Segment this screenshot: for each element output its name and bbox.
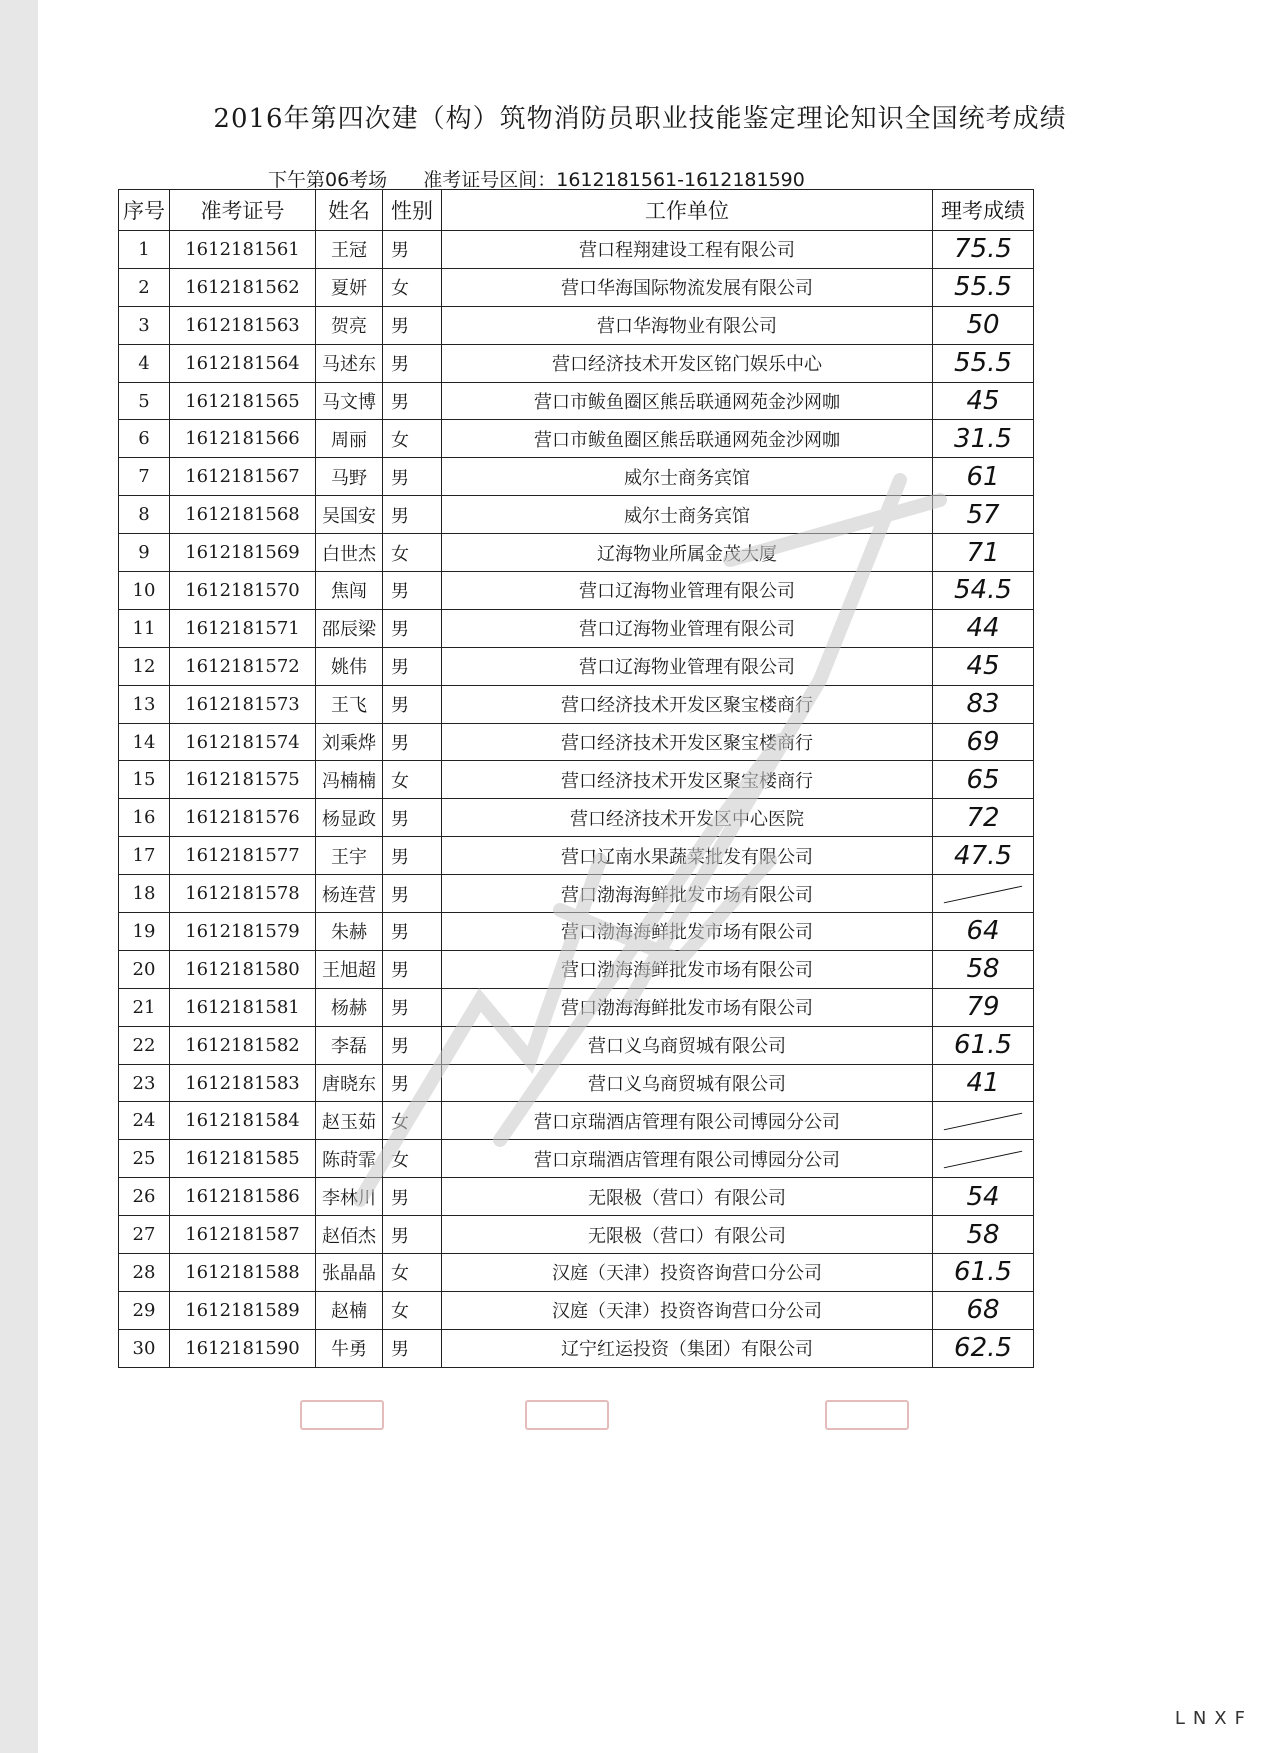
row-exam-id: 1612181565 — [170, 382, 316, 420]
row-name: 赵佰杰 — [316, 1216, 383, 1254]
row-exam-id: 1612181575 — [170, 761, 316, 799]
row-name: 马文博 — [316, 382, 383, 420]
row-name: 邵辰梁 — [316, 609, 383, 647]
row-unit: 汉庭（天津）投资咨询营口分公司 — [442, 1291, 933, 1329]
row-unit: 营口市鲅鱼圈区熊岳联通网苑金沙网咖 — [442, 382, 933, 420]
table-row — [119, 1178, 1034, 1216]
row-score: 68 — [933, 1291, 1034, 1329]
header-no: 序号 — [119, 190, 170, 231]
row-no: 8 — [119, 496, 170, 534]
row-unit: 威尔士商务宾馆 — [442, 496, 933, 534]
table-row — [119, 913, 1034, 951]
row-sex: 男 — [383, 1178, 442, 1216]
table-header-row — [119, 190, 1034, 231]
row-score: 61 — [933, 458, 1034, 496]
row-no: 22 — [119, 1026, 170, 1064]
row-sex: 男 — [383, 344, 442, 382]
row-exam-id: 1612181577 — [170, 837, 316, 875]
row-exam-id: 1612181569 — [170, 534, 316, 572]
table-row — [119, 344, 1034, 382]
row-unit: 营口辽海物业管理有限公司 — [442, 647, 933, 685]
row-sex: 男 — [383, 875, 442, 913]
row-sex: 男 — [383, 1329, 442, 1367]
row-unit: 无限极（营口）有限公司 — [442, 1178, 933, 1216]
row-score: 44 — [933, 609, 1034, 647]
row-name: 杨赫 — [316, 988, 383, 1026]
header-unit: 工作单位 — [442, 190, 933, 231]
row-score: 54 — [933, 1178, 1034, 1216]
row-exam-id: 1612181588 — [170, 1254, 316, 1292]
row-unit: 营口京瑞酒店管理有限公司博园分公司 — [442, 1140, 933, 1178]
row-name: 唐晓东 — [316, 1064, 383, 1102]
row-name: 白世杰 — [316, 534, 383, 572]
row-unit: 营口经济技术开发区聚宝楼商行 — [442, 685, 933, 723]
row-no: 7 — [119, 458, 170, 496]
row-name: 周丽 — [316, 420, 383, 458]
stamp-mark — [300, 1400, 384, 1430]
scan-edge — [0, 0, 38, 1753]
row-name: 夏妍 — [316, 268, 383, 306]
row-no: 20 — [119, 950, 170, 988]
row-no: 18 — [119, 875, 170, 913]
row-sex: 男 — [383, 609, 442, 647]
row-sex: 男 — [383, 913, 442, 951]
row-score: 50 — [933, 306, 1034, 344]
row-score: 47.5 — [933, 837, 1034, 875]
row-name: 杨显政 — [316, 799, 383, 837]
row-exam-id: 1612181581 — [170, 988, 316, 1026]
table-row — [119, 761, 1034, 799]
table-row — [119, 685, 1034, 723]
row-sex: 女 — [383, 420, 442, 458]
row-no: 24 — [119, 1102, 170, 1140]
row-unit: 辽海物业所属金茂大厦 — [442, 534, 933, 572]
row-exam-id: 1612181578 — [170, 875, 316, 913]
row-name: 马述东 — [316, 344, 383, 382]
row-no: 9 — [119, 534, 170, 572]
row-unit: 营口义乌商贸城有限公司 — [442, 1026, 933, 1064]
table-row — [119, 534, 1034, 572]
row-exam-id: 1612181579 — [170, 913, 316, 951]
header-sex: 性别 — [383, 190, 442, 231]
row-exam-id: 1612181582 — [170, 1026, 316, 1064]
row-unit: 威尔士商务宾馆 — [442, 458, 933, 496]
row-sex: 男 — [383, 950, 442, 988]
row-unit: 营口经济技术开发区铭门娱乐中心 — [442, 344, 933, 382]
row-unit: 营口华海物业有限公司 — [442, 306, 933, 344]
row-exam-id: 1612181586 — [170, 1178, 316, 1216]
row-sex: 女 — [383, 1291, 442, 1329]
row-score — [933, 1140, 1034, 1178]
table-row — [119, 1291, 1034, 1329]
row-name: 马野 — [316, 458, 383, 496]
row-sex: 男 — [383, 306, 442, 344]
row-sex: 男 — [383, 572, 442, 610]
row-no: 26 — [119, 1178, 170, 1216]
row-name: 牛勇 — [316, 1329, 383, 1367]
row-score: 62.5 — [933, 1329, 1034, 1367]
table-row — [119, 231, 1034, 269]
row-name: 李林川 — [316, 1178, 383, 1216]
row-name: 王旭超 — [316, 950, 383, 988]
row-score: 65 — [933, 761, 1034, 799]
row-score: 45 — [933, 382, 1034, 420]
row-unit: 营口义乌商贸城有限公司 — [442, 1064, 933, 1102]
row-no: 25 — [119, 1140, 170, 1178]
table-row — [119, 382, 1034, 420]
row-score: 64 — [933, 913, 1034, 951]
row-score: 55.5 — [933, 344, 1034, 382]
table-row — [119, 723, 1034, 761]
row-unit: 营口程翔建设工程有限公司 — [442, 231, 933, 269]
row-exam-id: 1612181573 — [170, 685, 316, 723]
row-score: 55.5 — [933, 268, 1034, 306]
row-no: 17 — [119, 837, 170, 875]
row-exam-id: 1612181563 — [170, 306, 316, 344]
row-no: 21 — [119, 988, 170, 1026]
row-no: 16 — [119, 799, 170, 837]
row-no: 29 — [119, 1291, 170, 1329]
row-no: 1 — [119, 231, 170, 269]
row-score: 72 — [933, 799, 1034, 837]
row-name: 贺亮 — [316, 306, 383, 344]
row-unit: 汉庭（天津）投资咨询营口分公司 — [442, 1254, 933, 1292]
table-row — [119, 950, 1034, 988]
row-exam-id: 1612181564 — [170, 344, 316, 382]
row-no: 13 — [119, 685, 170, 723]
row-no: 28 — [119, 1254, 170, 1292]
row-sex: 男 — [383, 723, 442, 761]
row-no: 19 — [119, 913, 170, 951]
row-score: 75.5 — [933, 231, 1034, 269]
row-no: 15 — [119, 761, 170, 799]
row-exam-id: 1612181584 — [170, 1102, 316, 1140]
row-no: 10 — [119, 572, 170, 610]
row-sex: 男 — [383, 1026, 442, 1064]
row-exam-id: 1612181572 — [170, 647, 316, 685]
table-row — [119, 609, 1034, 647]
row-sex: 女 — [383, 1254, 442, 1292]
row-sex: 男 — [383, 685, 442, 723]
row-exam-id: 1612181567 — [170, 458, 316, 496]
row-no: 5 — [119, 382, 170, 420]
table-row — [119, 1329, 1034, 1367]
row-exam-id: 1612181574 — [170, 723, 316, 761]
row-score: 58 — [933, 1216, 1034, 1254]
row-sex: 男 — [383, 382, 442, 420]
row-score: 69 — [933, 723, 1034, 761]
row-no: 11 — [119, 609, 170, 647]
row-score: 83 — [933, 685, 1034, 723]
row-sex: 女 — [383, 534, 442, 572]
row-no: 2 — [119, 268, 170, 306]
row-name: 王冠 — [316, 231, 383, 269]
id-range-label: 准考证号区间：1612181561-1612181590 — [423, 169, 805, 191]
row-sex: 男 — [383, 1064, 442, 1102]
row-unit: 辽宁红运投资（集团）有限公司 — [442, 1329, 933, 1367]
row-exam-id: 1612181589 — [170, 1291, 316, 1329]
table-row — [119, 1140, 1034, 1178]
table-row — [119, 875, 1034, 913]
absent-mark — [944, 885, 1022, 903]
row-exam-id: 1612181585 — [170, 1140, 316, 1178]
row-unit: 营口经济技术开发区中心医院 — [442, 799, 933, 837]
stamp-mark — [825, 1400, 909, 1430]
row-name: 陈莳霏 — [316, 1140, 383, 1178]
row-unit: 营口华海国际物流发展有限公司 — [442, 268, 933, 306]
table-row — [119, 458, 1034, 496]
header-id: 准考证号 — [170, 190, 316, 231]
corner-mark: LNXF — [1174, 1708, 1253, 1729]
row-unit: 营口辽海物业管理有限公司 — [442, 609, 933, 647]
row-name: 李磊 — [316, 1026, 383, 1064]
row-exam-id: 1612181590 — [170, 1329, 316, 1367]
row-sex: 男 — [383, 458, 442, 496]
row-exam-id: 1612181583 — [170, 1064, 316, 1102]
row-no: 30 — [119, 1329, 170, 1367]
row-sex: 女 — [383, 268, 442, 306]
score-table — [118, 189, 1034, 1368]
row-exam-id: 1612181570 — [170, 572, 316, 610]
row-exam-id: 1612181571 — [170, 609, 316, 647]
row-unit: 营口渤海海鲜批发市场有限公司 — [442, 950, 933, 988]
row-score: 61.5 — [933, 1254, 1034, 1292]
row-no: 14 — [119, 723, 170, 761]
row-exam-id: 1612181561 — [170, 231, 316, 269]
page-title: 2016年第四次建（构）筑物消防员职业技能鉴定理论知识全国统考成绩 — [213, 104, 1067, 134]
row-score: 61.5 — [933, 1026, 1034, 1064]
table-row — [119, 268, 1034, 306]
row-name: 赵玉茹 — [316, 1102, 383, 1140]
row-unit: 营口市鲅鱼圈区熊岳联通网苑金沙网咖 — [442, 420, 933, 458]
header-score: 理考成绩 — [933, 190, 1034, 231]
row-unit: 营口渤海海鲜批发市场有限公司 — [442, 988, 933, 1026]
row-exam-id: 1612181576 — [170, 799, 316, 837]
row-name: 杨连营 — [316, 875, 383, 913]
row-score — [933, 875, 1034, 913]
stamp-mark — [525, 1400, 609, 1430]
table-row — [119, 572, 1034, 610]
row-unit: 营口辽海物业管理有限公司 — [442, 572, 933, 610]
subtitle — [268, 165, 968, 192]
row-sex: 男 — [383, 1216, 442, 1254]
row-no: 4 — [119, 344, 170, 382]
absent-mark — [944, 1151, 1022, 1169]
row-sex: 男 — [383, 647, 442, 685]
row-exam-id: 1612181587 — [170, 1216, 316, 1254]
row-no: 23 — [119, 1064, 170, 1102]
row-score: 45 — [933, 647, 1034, 685]
row-exam-id: 1612181562 — [170, 268, 316, 306]
table-row — [119, 988, 1034, 1026]
row-score — [933, 1102, 1034, 1140]
table-row — [119, 1216, 1034, 1254]
absent-mark — [944, 1113, 1022, 1131]
row-name: 赵楠 — [316, 1291, 383, 1329]
table-row — [119, 496, 1034, 534]
row-score: 54.5 — [933, 572, 1034, 610]
session-label: 下午第06考场 — [268, 169, 388, 191]
row-name: 冯楠楠 — [316, 761, 383, 799]
row-unit: 营口经济技术开发区聚宝楼商行 — [442, 723, 933, 761]
row-name: 朱赫 — [316, 913, 383, 951]
table-row — [119, 799, 1034, 837]
row-exam-id: 1612181566 — [170, 420, 316, 458]
row-name: 焦闯 — [316, 572, 383, 610]
row-name: 吴国安 — [316, 496, 383, 534]
row-sex: 男 — [383, 837, 442, 875]
row-score: 57 — [933, 496, 1034, 534]
row-unit: 营口渤海海鲜批发市场有限公司 — [442, 875, 933, 913]
row-unit: 营口经济技术开发区聚宝楼商行 — [442, 761, 933, 799]
table-row — [119, 1064, 1034, 1102]
table-row — [119, 1026, 1034, 1064]
row-score: 71 — [933, 534, 1034, 572]
row-no: 3 — [119, 306, 170, 344]
row-exam-id: 1612181568 — [170, 496, 316, 534]
row-sex: 男 — [383, 496, 442, 534]
table-row — [119, 306, 1034, 344]
table-row — [119, 420, 1034, 458]
row-name: 刘乘烨 — [316, 723, 383, 761]
row-no: 27 — [119, 1216, 170, 1254]
row-name: 王飞 — [316, 685, 383, 723]
row-no: 6 — [119, 420, 170, 458]
row-sex: 男 — [383, 799, 442, 837]
row-exam-id: 1612181580 — [170, 950, 316, 988]
row-score: 58 — [933, 950, 1034, 988]
row-no: 12 — [119, 647, 170, 685]
row-sex: 女 — [383, 1140, 442, 1178]
header-name: 姓名 — [316, 190, 383, 231]
table-row — [119, 837, 1034, 875]
row-unit: 营口辽南水果蔬菜批发有限公司 — [442, 837, 933, 875]
row-score: 41 — [933, 1064, 1034, 1102]
row-sex: 男 — [383, 988, 442, 1026]
row-name: 姚伟 — [316, 647, 383, 685]
row-name: 张晶晶 — [316, 1254, 383, 1292]
row-unit: 营口渤海海鲜批发市场有限公司 — [442, 913, 933, 951]
table-row — [119, 647, 1034, 685]
row-score: 79 — [933, 988, 1034, 1026]
row-unit: 营口京瑞酒店管理有限公司博园分公司 — [442, 1102, 933, 1140]
table-row — [119, 1254, 1034, 1292]
row-score: 31.5 — [933, 420, 1034, 458]
table-row — [119, 1102, 1034, 1140]
row-unit: 无限极（营口）有限公司 — [442, 1216, 933, 1254]
row-sex: 男 — [383, 231, 442, 269]
row-name: 王宇 — [316, 837, 383, 875]
row-sex: 女 — [383, 1102, 442, 1140]
row-sex: 女 — [383, 761, 442, 799]
